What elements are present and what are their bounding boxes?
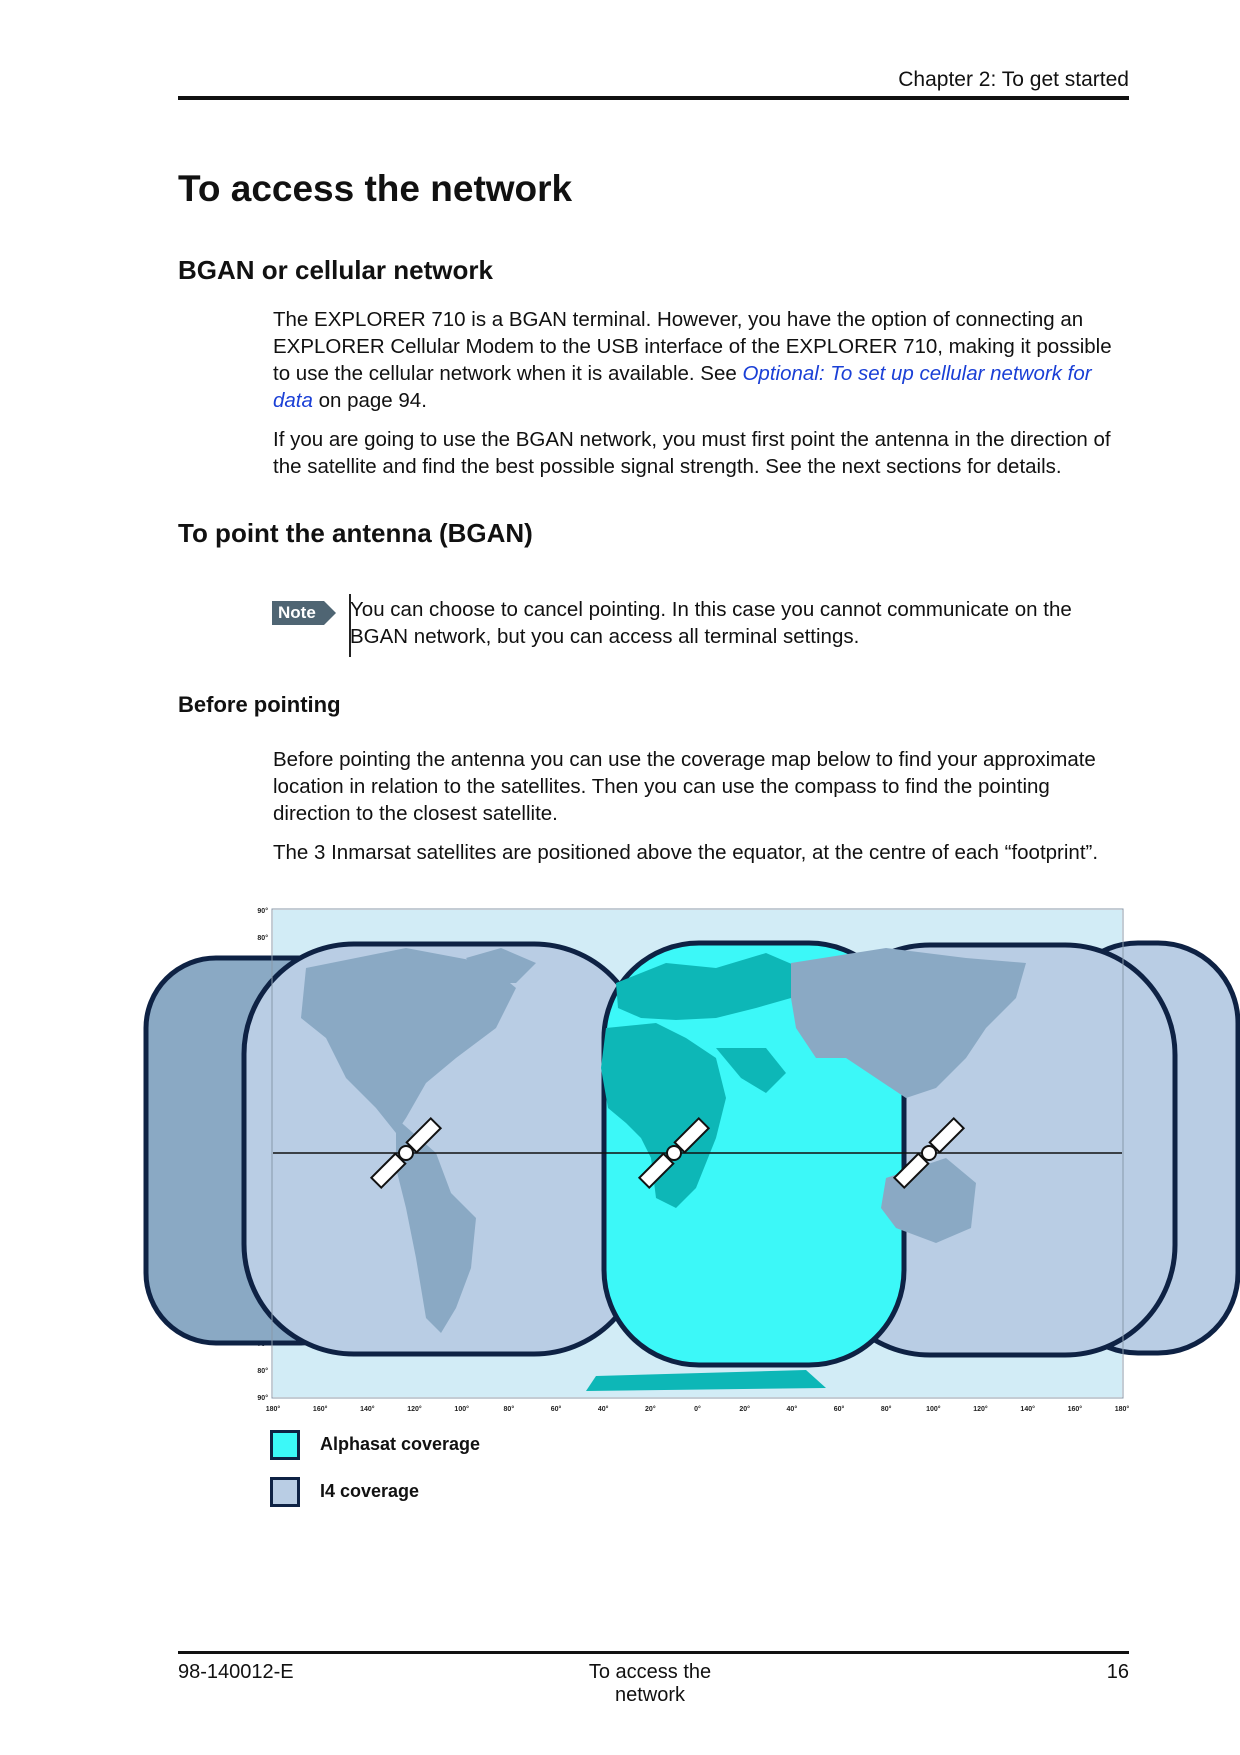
legend-item-alphasat: [270, 1430, 480, 1460]
paragraph: [273, 306, 1131, 414]
page-title: To access the network: [178, 168, 573, 209]
section-body-before-pointing: [273, 746, 1131, 878]
footer-page-number: 16: [1106, 1661, 1129, 1683]
header-rule: [178, 96, 1129, 100]
longitude-label: 140°: [1020, 1406, 1035, 1413]
section-body-bgan: [273, 306, 1131, 492]
footer-section-title: To access the network: [588, 1661, 712, 1706]
longitude-label: 60°: [550, 1406, 562, 1413]
note-badge: [272, 599, 336, 627]
latitude-label: 90°: [257, 908, 268, 915]
longitude-label: 20°: [645, 1406, 656, 1413]
legend-label: Alphasat coverage: [320, 1433, 481, 1454]
paragraph: If you are going to use the BGAN network, you must first point the antenna in the direction of the satellite and find the best possible signal strength. See the next sections for details.: [273, 428, 1111, 478]
section-heading-bgan: BGAN or cellular network: [178, 255, 493, 285]
legend-item-i4: [270, 1477, 419, 1507]
footer-rule: [178, 1651, 1129, 1654]
section-heading-pointing: To point the antenna (BGAN): [178, 518, 533, 548]
coverage-map-svg: [246, 908, 1130, 1418]
longitude-label: 80°: [503, 1406, 515, 1413]
subsection-heading-before-pointing: Before pointing: [178, 692, 341, 717]
legend-label: I4 coverage: [320, 1480, 420, 1501]
paragraph-text: The EXPLORER 710 is a BGAN terminal. However, you have the option of connecting an EXPLORER Cellular Modem to the USB interface of the EXPLORER 710, making it possible to use the cellular network when it is available. See: [273, 308, 1112, 385]
longitude-label: 120°: [973, 1406, 988, 1413]
i4-swatch: [270, 1477, 300, 1507]
running-header: Chapter 2: To get started: [898, 68, 1129, 91]
paragraph: The 3 Inmarsat satellites are positioned above the equator, at the centre of each “footprint”.: [273, 841, 1099, 864]
longitude-label: 0°: [694, 1406, 701, 1413]
latitude-label: 80°: [257, 1367, 268, 1375]
longitude-label: 180°: [265, 1406, 281, 1413]
footer-doc-number: 98-140012-E: [178, 1661, 294, 1683]
longitude-label: 160°: [1067, 1406, 1083, 1413]
longitude-label: 100°: [454, 1406, 469, 1413]
coverage-map: [246, 908, 1130, 1423]
longitude-label: 80°: [880, 1406, 892, 1413]
latitude-label: 90°: [257, 1395, 268, 1402]
longitude-label: 40°: [597, 1406, 609, 1413]
alphasat-swatch: [270, 1430, 300, 1460]
note-text: You can choose to cancel pointing. In this case you cannot communicate on the BGAN network, but you can access all terminal settings.: [350, 598, 1072, 648]
note-label: Note: [278, 603, 316, 622]
longitude-label: 100°: [926, 1406, 941, 1413]
longitude-label: 20°: [739, 1406, 750, 1413]
longitude-label: 160°: [312, 1406, 328, 1413]
longitude-labels: [266, 1405, 1130, 1413]
longitude-label: 180°: [1114, 1406, 1130, 1413]
longitude-label: 60°: [833, 1406, 845, 1413]
cross-reference-link[interactable]: Optional: To set up cellular network for data: [273, 362, 1092, 412]
longitude-label: 140°: [360, 1406, 375, 1413]
latitude-label: 80°: [257, 935, 268, 943]
paragraph: Before pointing the antenna you can use the coverage map below to find your approximate location in relation to the satellites. Then you can use the compass to find the pointing direction to the closest satellite.: [273, 748, 1096, 825]
longitude-label: 120°: [407, 1406, 422, 1413]
longitude-label: 40°: [786, 1406, 798, 1413]
paragraph-text: on page 94.: [312, 389, 427, 412]
